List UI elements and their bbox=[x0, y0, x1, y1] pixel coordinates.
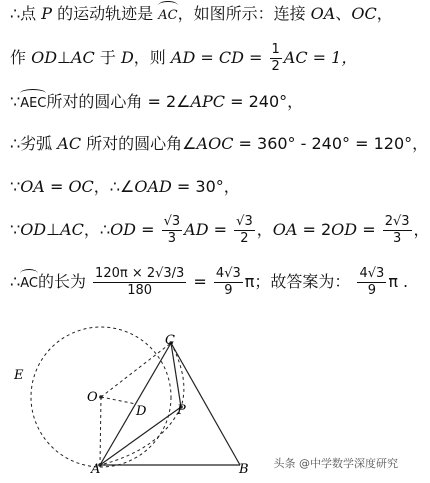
text: 的长为 bbox=[37, 272, 86, 291]
text: ， bbox=[256, 220, 273, 239]
equation: AD = CD = bbox=[170, 48, 263, 67]
numerator: 4√3 bbox=[359, 266, 385, 281]
seg-oc: OC bbox=[68, 177, 94, 196]
perp-symbol: ⊥ bbox=[46, 220, 61, 239]
seg-oa: OA bbox=[310, 4, 336, 23]
arc-aec: AEC bbox=[20, 94, 46, 114]
seg-oa: OA bbox=[20, 177, 45, 196]
perp-symbol: ⊥ bbox=[57, 48, 71, 67]
text: = 30°， bbox=[171, 177, 240, 196]
denominator: 180 bbox=[127, 283, 153, 298]
equation: AC = 1， bbox=[283, 48, 358, 67]
watermark: 头条 @中学数学深度研究 bbox=[273, 457, 398, 470]
text: ，则 bbox=[133, 48, 171, 67]
text: ， bbox=[376, 4, 393, 23]
text: = bbox=[208, 220, 228, 239]
text: π . bbox=[388, 272, 409, 291]
label-o: O bbox=[87, 390, 98, 405]
denominator: 9 bbox=[367, 283, 377, 298]
label-e: E bbox=[14, 368, 24, 383]
text: ∵ bbox=[10, 177, 21, 196]
text: = 240°， bbox=[225, 92, 304, 111]
text: ，如图所示：连接 bbox=[177, 4, 311, 23]
seg-ac: AC bbox=[70, 48, 95, 67]
text: = 2 bbox=[297, 220, 332, 239]
denominator: 2 bbox=[240, 231, 249, 246]
text: = bbox=[44, 177, 69, 196]
label-d: D bbox=[136, 404, 147, 419]
segment-oc bbox=[101, 343, 171, 397]
text: ∵ bbox=[10, 92, 21, 111]
text: 作 bbox=[10, 48, 32, 67]
seg-od: OD bbox=[20, 220, 47, 239]
denominator: 3 bbox=[167, 231, 177, 246]
arc-ac: AC bbox=[158, 6, 177, 26]
text: 所对的圆心角∠ bbox=[81, 134, 197, 153]
numerator: 4√3 bbox=[215, 266, 241, 281]
seg-od: OD bbox=[331, 220, 358, 239]
angle-apc: APC bbox=[190, 92, 226, 111]
denominator: 3 bbox=[392, 231, 402, 246]
arc-ac: AC bbox=[20, 274, 38, 294]
label-c: C bbox=[165, 333, 175, 348]
seg-oa: OA bbox=[272, 220, 298, 239]
segment-od bbox=[101, 397, 136, 404]
numerator: √3 bbox=[236, 214, 253, 229]
var-d: D bbox=[120, 48, 134, 67]
denominator: 9 bbox=[224, 283, 233, 298]
text: 于 bbox=[94, 48, 121, 67]
numerator: 1 bbox=[271, 42, 280, 57]
numerator: 2√3 bbox=[384, 214, 410, 229]
numerator: √3 bbox=[163, 214, 181, 229]
seg-ad: AD bbox=[184, 220, 209, 239]
text: = bbox=[357, 220, 376, 239]
text: ∵ bbox=[10, 220, 21, 239]
seg-od: OD bbox=[31, 48, 58, 67]
segment-oa bbox=[100, 397, 101, 465]
text: = bbox=[136, 220, 155, 239]
seg-oc: OC bbox=[351, 4, 377, 23]
text: = 360° - 240° = 120°， bbox=[233, 134, 429, 153]
seg-ac: AC bbox=[57, 134, 82, 153]
text: ∴劣弧 bbox=[10, 134, 58, 153]
text: ，∴∠ bbox=[93, 177, 135, 196]
var-p: P bbox=[41, 4, 53, 23]
denominator: 2 bbox=[271, 59, 280, 74]
text: ，∴ bbox=[83, 220, 111, 239]
label-b: B bbox=[239, 462, 249, 477]
text: 所对的圆心角 = 2∠ bbox=[46, 92, 191, 111]
text: 、 bbox=[335, 4, 352, 23]
point-o bbox=[99, 395, 103, 399]
text: ∴ bbox=[10, 272, 21, 291]
seg-ac: AC bbox=[60, 220, 84, 239]
text: 的运动轨迹是 bbox=[52, 4, 159, 23]
text: ， bbox=[413, 220, 430, 239]
text: = bbox=[188, 272, 207, 291]
label-p: P bbox=[177, 403, 186, 418]
angle-oad: OAD bbox=[134, 177, 172, 196]
text: ∴点 bbox=[10, 4, 42, 23]
seg-od: OD bbox=[110, 220, 137, 239]
text: π；故答案为： bbox=[244, 272, 351, 291]
label-a: A bbox=[91, 462, 101, 477]
numerator: 120π × 2√3/3 bbox=[95, 266, 185, 281]
angle-aoc: AOC bbox=[196, 134, 234, 153]
